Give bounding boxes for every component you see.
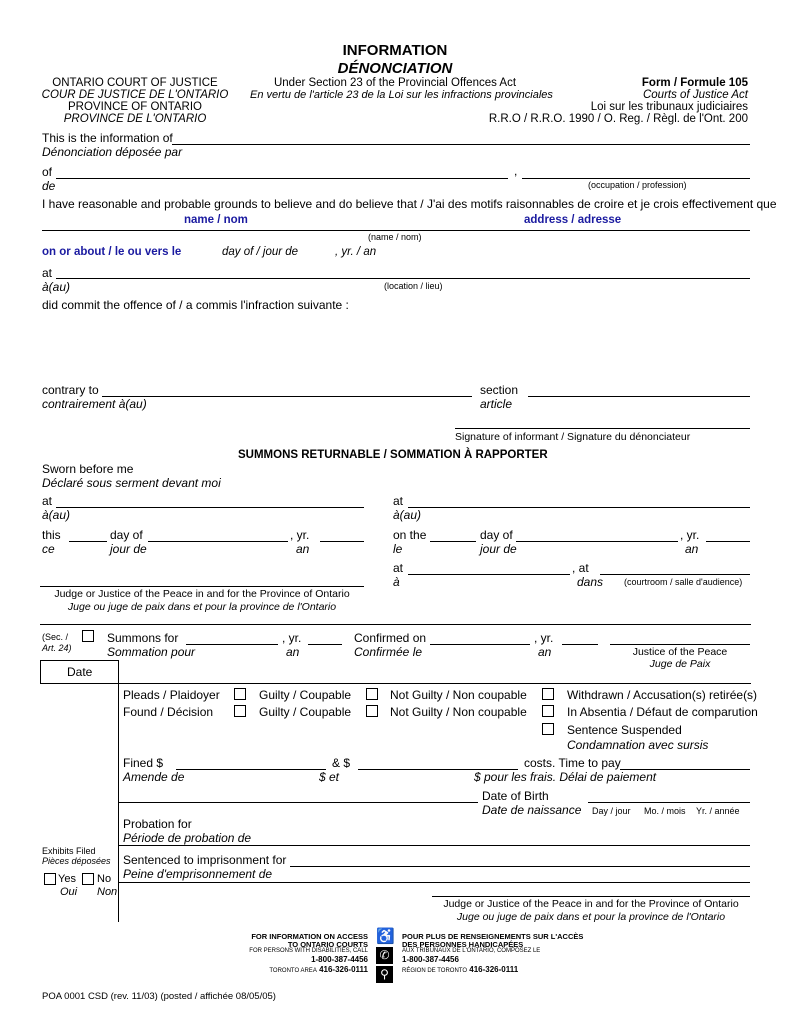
sec24-checkbox[interactable] — [82, 630, 94, 642]
section-en: Under Section 23 of the Provincial Offences Act — [273, 77, 517, 89]
location-line[interactable] — [56, 278, 750, 279]
found-guilty-checkbox[interactable] — [234, 705, 246, 717]
comma-at-label: , at — [572, 561, 589, 575]
date-cell-left — [40, 660, 41, 683]
sworn-judge-label: Judge or Justice of the Peace in and for the Province of Ontario — [54, 588, 350, 600]
walking-cane-icon: ⚲ — [376, 966, 393, 983]
date-label: Date — [67, 665, 93, 679]
absentia-checkbox[interactable] — [542, 705, 554, 717]
toronto-region-label: RÉGION DE TORONTO — [402, 968, 468, 974]
endorse-top-rule — [40, 624, 751, 625]
ear-icon: ✆ — [376, 947, 393, 964]
contrary-label-fr: contrairement à(au) — [42, 397, 147, 411]
confirmed-yr-label: , yr. — [534, 631, 554, 645]
sworn-au-label: à(au) — [42, 508, 71, 522]
info-of-label-fr: Dénonciation déposée par — [42, 145, 183, 159]
pleads-guilty-checkbox[interactable] — [234, 688, 246, 700]
yr-label: , yr. / an — [335, 246, 377, 258]
time-to-pay-line[interactable] — [620, 769, 750, 770]
return-yr-label: , yr. — [680, 528, 700, 542]
found-label: Found / Décision — [123, 705, 214, 719]
summons-year-line[interactable] — [308, 644, 342, 645]
et-label: $ et — [319, 770, 340, 784]
found-guilty-label: Guilty / Coupable — [259, 705, 352, 719]
dob-line[interactable] — [588, 802, 750, 803]
confirmed-date-line[interactable] — [430, 644, 530, 645]
probation-line[interactable] — [118, 845, 750, 846]
address-header: address / adresse — [524, 214, 622, 226]
found-not-guilty-label: Not Guilty / Non coupable — [390, 705, 527, 719]
sworn-an-label: an — [296, 542, 310, 556]
summons-an-label: an — [286, 645, 300, 659]
return-year-line[interactable] — [706, 541, 750, 542]
jp-label: Justice of the Peace — [632, 646, 728, 658]
probation-label: Probation for — [123, 817, 192, 831]
sworn-month-line[interactable] — [148, 541, 288, 542]
act-fr: Loi sur les tribunaux judiciaires — [590, 101, 748, 113]
court-name: ONTARIO COURT OF JUSTICE — [52, 77, 218, 89]
section-line[interactable] — [528, 396, 750, 397]
return-month-line[interactable] — [516, 541, 678, 542]
endorse-judge-label: Judge or Justice of the Peace in and for the Province of Ontario — [443, 898, 739, 910]
pleads-label: Pleads / Plaidoyer — [123, 688, 220, 702]
access-fr-1: POUR PLUS DE RENSEIGNEMENTS SUR L'ACCÈS — [402, 932, 584, 941]
confirmed-label-fr: Confirmée le — [354, 645, 423, 659]
exhibits-label: Exhibits Filed — [42, 846, 96, 856]
sworn-label-fr: Déclaré sous serment devant moi — [42, 476, 221, 490]
sworn-year-line[interactable] — [320, 541, 364, 542]
pleads-guilty-label: Guilty / Coupable — [259, 688, 352, 702]
offence-label: did commit the offence of / a commis l'infraction suivante : — [42, 298, 349, 312]
name-small-label: (name / nom) — [368, 232, 422, 242]
access-en-2: TO ONTARIO COURTS — [287, 940, 368, 949]
court-name-fr: COUR DE JUSTICE DE L'ONTARIO — [41, 89, 229, 101]
of-label: of — [42, 165, 53, 179]
access-fr-area — [402, 965, 518, 974]
sworn-location-line[interactable] — [56, 507, 364, 508]
access-en-1: FOR INFORMATION ON ACCESS — [251, 932, 368, 941]
dob-year-label: Yr. / année — [696, 806, 740, 816]
article-label: article — [480, 397, 513, 411]
form-title-fr: DÉNONCIATION — [337, 60, 453, 77]
act-en: Courts of Justice Act — [642, 89, 748, 101]
form-footer: POA 0001 CSD (rev. 11/03) (posted / affichée 08/05/05) — [42, 991, 276, 1002]
info-of-label: This is the information of — [42, 131, 173, 145]
at-label: at — [42, 266, 53, 280]
yes-label: Yes — [58, 873, 76, 885]
withdrawn-label: Withdrawn / Accusation(s) retirée(s) — [567, 688, 758, 702]
grounds-statement: I have reasonable and probable grounds to believe and do believe that / J'ai des motifs raisonnables de croire et je crois effectivement que — [42, 197, 777, 211]
location-label: (location / lieu) — [384, 281, 443, 291]
form-title: INFORMATION — [342, 42, 448, 59]
informant-name-line[interactable] — [172, 144, 750, 145]
confirmed-an-label: an — [538, 645, 552, 659]
fine-amount-line[interactable] — [176, 769, 326, 770]
province: PROVINCE OF ONTARIO — [68, 101, 202, 113]
statute-line[interactable] — [102, 396, 472, 397]
fined-label: Fined $ — [123, 756, 164, 770]
sworn-at-label: at — [42, 494, 53, 508]
de-label: de — [42, 179, 56, 193]
exhibits-yes-checkbox[interactable] — [44, 873, 56, 885]
court-location-line[interactable] — [408, 574, 570, 575]
jp-signature-line[interactable] — [610, 644, 750, 645]
province-fr: PROVINCE DE L'ONTARIO — [63, 113, 207, 125]
day-of-label: day of / jour de — [222, 246, 299, 258]
toronto-region-phone: 416-326-0111 — [469, 965, 519, 974]
probation-label-fr: Période de probation de — [123, 831, 252, 845]
courtroom-label: (courtroom / salle d'audience) — [624, 577, 743, 587]
dob-month-label: Mo. / mois — [644, 806, 686, 816]
costs-label: costs. Time to pay — [524, 756, 621, 770]
section-label: section — [480, 383, 519, 397]
return-day-of-label: day of — [480, 528, 513, 542]
form-number: Form / Formule 105 — [641, 77, 748, 89]
confirmed-year-line[interactable] — [562, 644, 598, 645]
occupation-line[interactable] — [522, 178, 750, 179]
imprison-label: Sentenced to imprisonment for — [123, 853, 287, 867]
section-fr: En vertu de l'article 23 de la Loi sur les infractions provinciales — [250, 89, 553, 101]
court-at-label: at — [393, 561, 404, 575]
jp-label-fr: Juge de Paix — [649, 658, 711, 670]
absentia-label: In Absentia / Défaut de comparution — [567, 705, 758, 719]
endorse-judge-signature-line[interactable] — [432, 896, 750, 897]
pleads-not-guilty-checkbox[interactable] — [366, 688, 378, 700]
imprison-label-fr: Peine d'emprisonnement de — [123, 867, 273, 881]
found-not-guilty-checkbox[interactable] — [366, 705, 378, 717]
suspended-checkbox[interactable] — [542, 723, 554, 735]
sworn-day-line[interactable] — [69, 541, 107, 542]
return-at-label: at — [393, 494, 404, 508]
amende-label: Amende de — [123, 770, 185, 784]
access-fr-3: AUX TRIBUNAUX DE L'ONTARIO, COMPOSEZ LE — [402, 948, 541, 954]
toronto-phone: 416-326-0111 — [319, 965, 368, 974]
sworn-yr-label: , yr. — [290, 528, 310, 542]
imprison-line[interactable] — [290, 866, 750, 867]
suspended-label-fr: Condamnation avec sursis — [567, 738, 709, 752]
imprison-line-2[interactable] — [118, 882, 750, 883]
wheelchair-icon: ♿ — [376, 928, 395, 945]
date-row-top — [40, 660, 118, 661]
court-a-label: à — [393, 575, 400, 589]
non-label: Non — [97, 886, 118, 898]
pleads-not-guilty-label: Not Guilty / Non coupable — [390, 688, 527, 702]
le-label: le — [393, 542, 403, 556]
dob-label: Date of Birth — [482, 789, 549, 803]
on-the-label: on the — [393, 528, 427, 542]
oui-label: Oui — [60, 886, 78, 898]
return-au-label: à(au) — [393, 508, 422, 522]
dans-label: dans — [577, 575, 604, 589]
regulation: R.R.O / R.R.O. 1990 / O. Reg. / Règl. de l'Ont. 200 — [488, 113, 748, 125]
return-an-label: an — [685, 542, 699, 556]
suspended-label: Sentence Suspended — [567, 723, 682, 737]
date-row-bottom — [40, 683, 751, 684]
accused-line[interactable] — [42, 230, 750, 231]
endorse-judge-label-fr: Juge ou juge de paix dans et pour la province de l'Ontario — [456, 911, 726, 923]
sworn-judge-label-fr: Juge ou juge de paix dans et pour la province de l'Ontario — [67, 601, 337, 613]
toronto-area-label: TORONTO AREA — [269, 968, 317, 974]
access-en-3: FOR PERSONS WITH DISABILITIES, CALL — [249, 948, 368, 954]
return-location-line[interactable] — [408, 507, 750, 508]
sec-label: (Sec. / — [42, 632, 69, 642]
confirmed-label: Confirmed on — [354, 631, 427, 645]
contrary-label: contrary to — [42, 383, 99, 397]
summons-for-label-fr: Sommation pour — [107, 645, 196, 659]
summons-date-line[interactable] — [186, 644, 278, 645]
summons-heading: SUMMONS RETURNABLE / SOMMATION À RAPPORTER — [238, 449, 548, 461]
on-about-label: on or about / le ou vers le — [42, 246, 182, 258]
access-fr-phone: 1-800-387-4456 — [402, 955, 459, 964]
occupation-label: (occupation / profession) — [588, 180, 687, 190]
withdrawn-checkbox[interactable] — [542, 688, 554, 700]
frais-label: $ pour les frais. Délai de paiement — [474, 770, 657, 784]
sworn-label: Sworn before me — [42, 462, 134, 476]
informant-signature-line[interactable] — [455, 428, 750, 429]
sworn-day-of-label: day of — [110, 528, 143, 542]
return-day-line[interactable] — [430, 541, 476, 542]
access-en-area — [230, 965, 368, 974]
sworn-judge-signature-line[interactable] — [40, 586, 364, 587]
summons-for-label: Summons for — [107, 631, 179, 645]
signature-informant-label: Signature of informant / Signature du dénonciateur — [455, 431, 691, 443]
access-en-phone: 1-800-387-4456 — [311, 955, 368, 964]
informant-address-line[interactable] — [56, 178, 508, 179]
art-label: Art. 24) — [42, 643, 72, 653]
exhibits-label-fr: Pièces déposées — [42, 856, 111, 866]
comma: , — [514, 164, 518, 178]
sworn-jour-de-label: jour de — [110, 542, 147, 556]
summons-yr-label: , yr. — [282, 631, 302, 645]
dob-label-fr: Date de naissance — [482, 803, 582, 817]
au-label: à(au) — [42, 280, 71, 294]
dob-day-label: Day / jour — [592, 806, 631, 816]
no-label: No — [97, 873, 112, 885]
this-label: this — [42, 528, 61, 542]
courtroom-line[interactable] — [600, 574, 750, 575]
exhibits-no-checkbox[interactable] — [82, 873, 94, 885]
return-jour-de-label: jour de — [480, 542, 517, 556]
access-fr-2: DES PERSONNES HANDICAPÉES — [402, 940, 524, 949]
ce-label: ce — [42, 542, 55, 556]
and-label: & $ — [332, 756, 351, 770]
name-header: name / nom — [184, 214, 248, 226]
fine-row-rule — [118, 802, 478, 803]
